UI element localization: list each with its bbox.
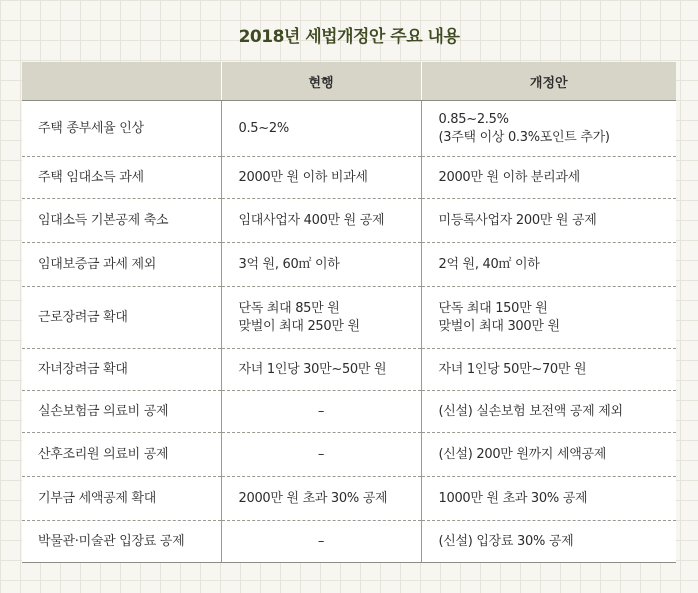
cell-line: 2000만 원 이하 분리과세 <box>438 169 580 185</box>
row-revised <box>421 287 676 349</box>
table-row <box>22 243 676 287</box>
row-revised <box>421 243 676 287</box>
table-row <box>22 521 676 563</box>
row-revised <box>421 521 676 563</box>
cell-line: – <box>317 403 325 419</box>
row-item: 자녀장려금 확대 <box>22 349 221 391</box>
row-current <box>221 101 421 157</box>
row-current <box>221 287 421 349</box>
table-row <box>22 391 676 433</box>
cell-line: 1000만 원 초과 30% 공제 <box>438 490 588 506</box>
row-item: 기부금 세액공제 확대 <box>22 477 221 521</box>
row-current <box>221 521 421 563</box>
row-current <box>221 349 421 391</box>
cell-line: (신설) 입장료 30% 공제 <box>438 533 574 549</box>
row-current <box>221 433 421 477</box>
row-revised <box>421 199 676 243</box>
cell-line: 2000만 원 초과 30% 공제 <box>238 490 388 506</box>
row-revised <box>421 101 676 157</box>
table-row <box>22 349 676 391</box>
row-revised <box>421 433 676 477</box>
cell-line: 임대사업자 400만 원 공제 <box>238 212 385 228</box>
cell-line: (신설) 200만 원까지 세액공제 <box>438 446 607 462</box>
cell-line: 0.5~2% <box>238 120 289 136</box>
row-revised <box>421 477 676 521</box>
row-current <box>221 391 421 433</box>
cell-line: 2억 원, 40㎡ 이하 <box>438 256 540 272</box>
table-row <box>22 199 676 243</box>
row-item: 임대보증금 과세 제외 <box>22 243 221 287</box>
row-item: 산후조리원 의료비 공제 <box>22 433 221 477</box>
cell-line: 단독 최대 150만 원 <box>438 300 548 316</box>
row-item: 실손보험금 의료비 공제 <box>22 391 221 433</box>
row-item: 임대소득 기본공제 축소 <box>22 199 221 243</box>
row-current <box>221 199 421 243</box>
row-current <box>221 157 421 199</box>
cell-line: – <box>317 446 325 462</box>
row-item: 근로장려금 확대 <box>22 287 221 349</box>
header-current: 현행 <box>221 62 421 101</box>
row-item: 주택 임대소득 과세 <box>22 157 221 199</box>
row-item: 박물관·미술관 입장료 공제 <box>22 521 221 563</box>
row-revised <box>421 157 676 199</box>
cell-line: (신설) 실손보험 보전액 공제 제외 <box>438 403 623 419</box>
cell-line: 2000만 원 이하 비과세 <box>238 169 368 185</box>
table-row <box>22 157 676 199</box>
header-revised: 개정안 <box>421 62 676 101</box>
row-revised <box>421 391 676 433</box>
table-row <box>22 287 676 349</box>
cell-line: 맞벌이 최대 300만 원 <box>438 318 560 334</box>
table-row <box>22 433 676 477</box>
row-item: 주택 종부세율 인상 <box>22 101 221 157</box>
cell-line: 자녀 1인당 50만~70만 원 <box>438 361 587 377</box>
table-row <box>22 477 676 521</box>
cell-line: 3억 원, 60㎡ 이하 <box>238 256 340 272</box>
cell-line: – <box>317 533 325 549</box>
row-current <box>221 243 421 287</box>
table-row <box>22 101 676 157</box>
header-item <box>22 62 221 101</box>
cell-line: 0.85~2.5% <box>438 111 509 127</box>
tax-reform-table <box>22 62 676 563</box>
cell-line: 미등록사업자 200만 원 공제 <box>438 212 597 228</box>
cell-line: 맞벌이 최대 250만 원 <box>238 318 360 334</box>
page-title: 2018년 세법개정안 주요 내용 <box>238 27 460 47</box>
cell-line: 자녀 1인당 30만~50만 원 <box>238 361 387 377</box>
row-current <box>221 477 421 521</box>
cell-line: (3주택 이상 0.3%포인트 추가) <box>438 129 610 145</box>
table-header-row <box>22 62 676 101</box>
cell-line: 단독 최대 85만 원 <box>238 300 340 316</box>
row-revised <box>421 349 676 391</box>
